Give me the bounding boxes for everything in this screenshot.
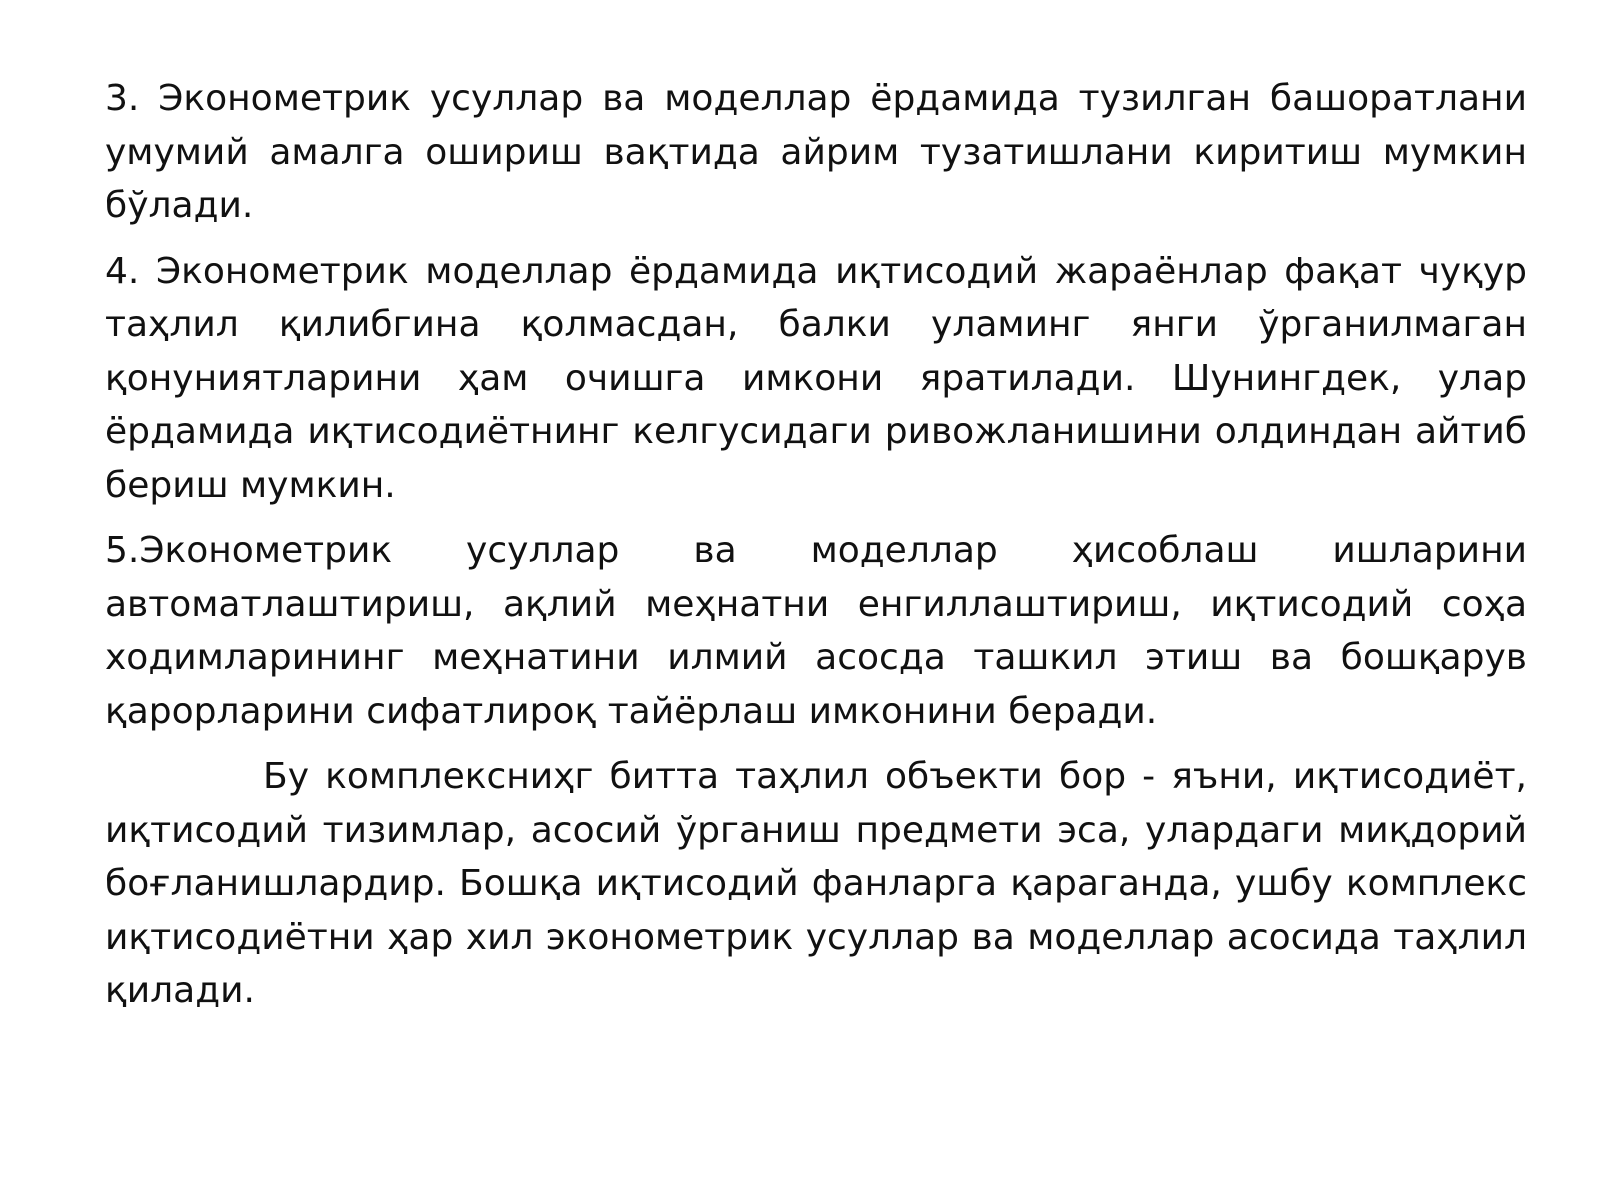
paragraph-4: 4. Эконометрик моделлар ёрдамида иқтисодий жараёнлар фақат чуқур таҳлил қилибгина қолмасдан, балки уламинг янги ўрганилмаган қонуниятларини ҳам очишга имкони яратилади. Шунингдек, улар ёрдамида иқтисодиётнинг келгусидаги ривожланишини олдиндан айтиб бериш мумкин. (105, 250, 1527, 506)
text-body (105, 72, 1527, 1030)
paragraph-3: 3. Эконометрик усуллар ва моделлар ёрдамида тузилган башоратлани умумий амалга ошириш вақтида айрим тузатишлани киритиш мумкин бўлади. (105, 78, 1527, 226)
paragraph-complex: Бу комплексниҳг битта таҳлил объекти бор - яъни, иқтисодиёт, иқтисодий тизимлар, асосий ўрганиш предмети эса, улардаги миқдорий боғланишлардир. Бошқа иқтисодий фанларга қараганда, ушбу комплекс иқтисодиётни ҳар хил эконометрик усуллар ва моделлар асосида таҳлил қилади. (105, 756, 1527, 1011)
paragraph-5: 5.Эконометрик усуллар ва моделлар ҳисоблаш ишларини автоматлаштириш, ақлий меҳнатни енгиллаштириш, иқтисодий соҳа ходимларининг меҳнатини илмий асосда ташкил этиш ва бошқарув қарорларини сифатлироқ тайёрлаш имконини беради. (105, 530, 1527, 732)
